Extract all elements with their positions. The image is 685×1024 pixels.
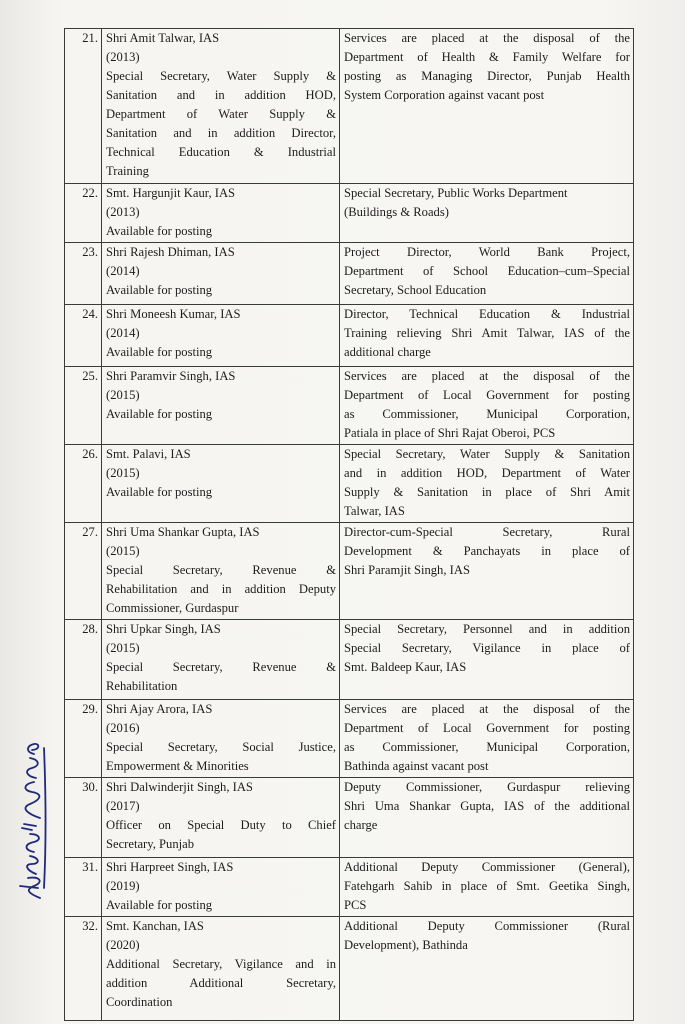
posting-line: Director-cum-Special Secretary, Rural [344, 525, 630, 539]
posting-details [340, 858, 634, 917]
officer-line: Special Secretary, Social Justice, [106, 740, 336, 754]
posting-line: and in addition HOD, Department of Water [344, 466, 630, 480]
officer-line: Smt. Kanchan, IAS [106, 919, 204, 933]
posting-line: Shri Paramjit Singh, IAS [344, 563, 470, 577]
posting-line: Supply & Sanitation in place of Shri Amit [344, 485, 630, 499]
serial-number: 24. [65, 305, 102, 367]
officer-details [102, 778, 340, 858]
serial-number: 25. [65, 367, 102, 445]
table-row [65, 620, 634, 700]
table-row [65, 523, 634, 620]
posting-line: as Commissioner, Municipal Corporation, [344, 740, 630, 754]
posting-line: posting as Managing Director, Punjab Health [344, 69, 630, 83]
officer-line: Shri Upkar Singh, IAS [106, 622, 221, 636]
posting-line: Services are placed at the disposal of the [344, 31, 630, 45]
officer-details [102, 184, 340, 243]
posting-details [340, 917, 634, 1021]
posting-line: Bathinda against vacant post [344, 759, 489, 773]
posting-line: Special Secretary, Vigilance in place of [344, 641, 630, 655]
officer-line: Shri Amit Talwar, IAS [106, 31, 220, 45]
posting-line: as Commissioner, Municipal Corporation, [344, 407, 630, 421]
officer-line: Rehabilitation [106, 679, 178, 693]
officer-line: Shri Rajesh Dhiman, IAS [106, 245, 235, 259]
officer-line: Special Secretary, Revenue & [106, 563, 336, 577]
posting-line: Project Director, World Bank Project, [344, 245, 630, 259]
posting-line: Director, Technical Education & Industrial [344, 307, 630, 321]
officer-line: (2020) [106, 938, 140, 952]
officer-line: Shri Dalwinderjit Singh, IAS [106, 780, 253, 794]
posting-details [340, 620, 634, 700]
officer-details [102, 858, 340, 917]
posting-details [340, 29, 634, 184]
serial-number: 21. [65, 29, 102, 184]
table-row [65, 367, 634, 445]
table-row [65, 917, 634, 1021]
officer-line: Commissioner, Gurdaspur [106, 601, 239, 615]
serial-number: 28. [65, 620, 102, 700]
serial-number: 29. [65, 700, 102, 778]
postings-table [64, 28, 634, 1021]
posting-line: additional charge [344, 345, 431, 359]
officer-line: Secretary, Punjab [106, 837, 195, 851]
table-row [65, 445, 634, 523]
officer-line: Special Secretary, Water Supply & [106, 69, 336, 83]
officer-line: Shri Harpreet Singh, IAS [106, 860, 234, 874]
officer-details [102, 445, 340, 523]
officer-line: Available for posting [106, 224, 213, 238]
officer-line: Shri Moneesh Kumar, IAS [106, 307, 241, 321]
serial-number: 32. [65, 917, 102, 1021]
officer-line: (2016) [106, 721, 140, 735]
posting-line: Training relieving Shri Amit Talwar, IAS of the [344, 326, 630, 340]
officer-line: Rehabilitation and in addition Deputy [106, 582, 336, 596]
posting-line: Shri Uma Shankar Gupta, IAS of the additional [344, 799, 630, 813]
handwritten-signature-icon [10, 738, 54, 908]
officer-line: Available for posting [106, 898, 213, 912]
officer-line: Shri Uma Shankar Gupta, IAS [106, 525, 260, 539]
table-row [65, 243, 634, 305]
posting-line: Department of Health & Family Welfare for [344, 50, 630, 64]
officer-line: Available for posting [106, 407, 213, 421]
officer-details [102, 620, 340, 700]
officer-line: (2015) [106, 544, 140, 558]
posting-line: Development), Bathinda [344, 938, 468, 952]
posting-line: PCS [344, 898, 367, 912]
serial-number: 23. [65, 243, 102, 305]
table-row [65, 778, 634, 858]
posting-line: Additional Deputy Commissioner (Rural [344, 919, 630, 933]
officer-details [102, 29, 340, 184]
posting-details [340, 778, 634, 858]
posting-line: Talwar, IAS [344, 504, 405, 518]
posting-line: (Buildings & Roads) [344, 205, 449, 219]
serial-number: 30. [65, 778, 102, 858]
officer-details [102, 700, 340, 778]
table-row [65, 700, 634, 778]
posting-line: Special Secretary, Water Supply & Sanitation [344, 447, 630, 461]
officer-line: Empowerment & Minorities [106, 759, 249, 773]
serial-number: 26. [65, 445, 102, 523]
table-row [65, 29, 634, 184]
officer-line: Technical Education & Industrial [106, 145, 336, 159]
posting-details [340, 523, 634, 620]
serial-number: 31. [65, 858, 102, 917]
posting-line: Services are placed at the disposal of the [344, 702, 630, 716]
table-row [65, 305, 634, 367]
posting-line: Smt. Baldeep Kaur, IAS [344, 660, 467, 674]
table-row [65, 858, 634, 917]
posting-line: Deputy Commissioner, Gurdaspur relieving [344, 780, 630, 794]
posting-details [340, 243, 634, 305]
officer-line: (2015) [106, 388, 140, 402]
posting-details [340, 445, 634, 523]
officer-line: (2015) [106, 641, 140, 655]
officer-details [102, 523, 340, 620]
officer-line: addition Additional Secretary, [106, 976, 336, 990]
posting-line: Fatehgarh Sahib in place of Smt. Geetika Singh, [344, 879, 630, 893]
officer-line: Coordination [106, 995, 173, 1009]
posting-line: Additional Deputy Commissioner (General), [344, 860, 630, 874]
officer-line: Shri Paramvir Singh, IAS [106, 369, 236, 383]
posting-details [340, 700, 634, 778]
posting-line: charge [344, 818, 378, 832]
officer-line: Sanitation and in addition HOD, [106, 88, 336, 102]
serial-number: 27. [65, 523, 102, 620]
officer-line: (2013) [106, 50, 140, 64]
officer-line: (2014) [106, 326, 140, 340]
officer-line: Special Secretary, Revenue & [106, 660, 336, 674]
officer-line: Smt. Hargunjit Kaur, IAS [106, 186, 236, 200]
officer-details [102, 917, 340, 1021]
posting-details [340, 305, 634, 367]
posting-details [340, 184, 634, 243]
posting-line: Department of Local Government for posting [344, 388, 630, 402]
officer-line: (2015) [106, 466, 140, 480]
posting-line: Patiala in place of Shri Rajat Oberoi, PCS [344, 426, 556, 440]
officer-line: Department of Water Supply & [106, 107, 336, 121]
officer-line: Smt. Palavi, IAS [106, 447, 191, 461]
posting-line: Secretary, School Education [344, 283, 487, 297]
officer-line: (2017) [106, 799, 140, 813]
posting-line: Department of Local Government for posting [344, 721, 630, 735]
officer-line: Available for posting [106, 485, 213, 499]
posting-line: Special Secretary, Personnel and in addition [344, 622, 630, 636]
officer-details [102, 367, 340, 445]
officer-line: Shri Ajay Arora, IAS [106, 702, 213, 716]
posting-line: Department of School Education–cum–Special [344, 264, 630, 278]
officer-line: (2019) [106, 879, 140, 893]
officer-line: Additional Secretary, Vigilance and in [106, 957, 336, 971]
serial-number: 22. [65, 184, 102, 243]
table-row [65, 184, 634, 243]
officer-line: Training [106, 164, 149, 178]
officer-details [102, 305, 340, 367]
officer-line: (2013) [106, 205, 140, 219]
posting-line: Development & Panchayats in place of [344, 544, 630, 558]
posting-details [340, 367, 634, 445]
officer-line: (2014) [106, 264, 140, 278]
officer-line: Available for posting [106, 345, 213, 359]
officer-details [102, 243, 340, 305]
officer-line: Sanitation and in addition Director, [106, 126, 336, 140]
posting-line: Special Secretary, Public Works Department [344, 186, 568, 200]
posting-line: System Corporation against vacant post [344, 88, 545, 102]
posting-line: Services are placed at the disposal of the [344, 369, 630, 383]
officer-line: Officer on Special Duty to Chief [106, 818, 336, 832]
officer-line: Available for posting [106, 283, 213, 297]
